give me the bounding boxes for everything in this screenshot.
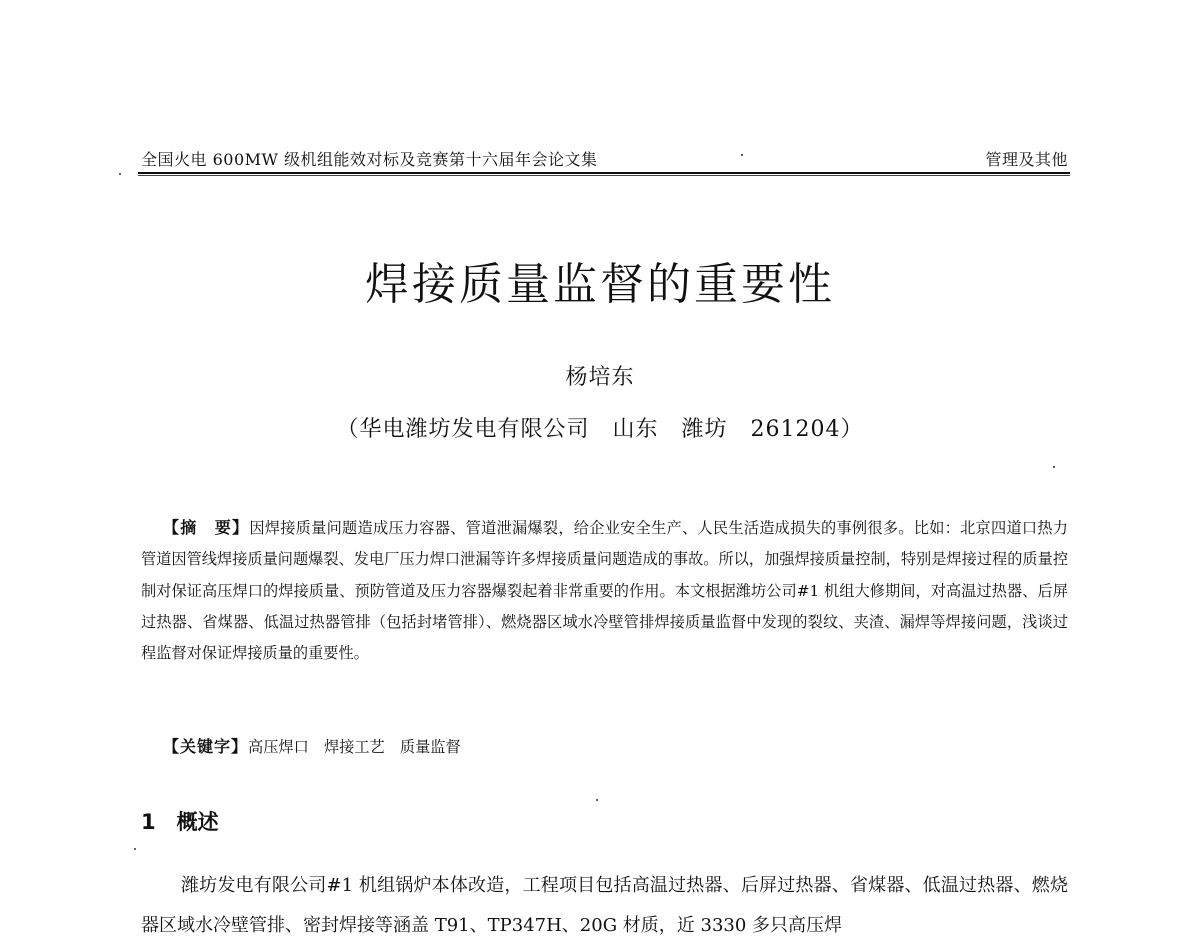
body-paragraph: [141, 866, 1068, 946]
running-header-collection: 全国火电 600MW 级机组能效对标及竞赛第十六届年会论文集: [141, 150, 598, 169]
paper-title: 焊接质量监督的重要性: [365, 259, 835, 310]
abstract-text: 因焊接质量问题造成压力容器、管道泄漏爆裂，给企业安全生产、人民生活造成损失的事例很多。比如：北京四道口热力管道因管线焊接质量问题爆裂、发电厂压力焊口泄漏等许多焊接质量问题造成的事故。所以，加强焊接质量控制，特别是焊接过程的质量控制对保证高压焊口的焊接质量、预防管道及压力容器爆裂起着非常重要的作用。本文根据潍坊公司#1 机组大修期间，对高温过热器、后屏过热器、省煤器、低温过热器管排（包括封堵管排）、燃烧器区域水冷壁管排焊接质量监督中发现的裂纹、夹渣、漏焊等焊接问题，浅谈过程监督对保证焊接质量的重要性。: [141, 519, 1068, 663]
scan-speck: [596, 799, 598, 801]
author-affiliation: （华电潍坊发电有限公司 山东 潍坊 261204）: [336, 417, 864, 442]
section-number: 1: [141, 810, 156, 834]
running-header-section: 管理及其他: [985, 150, 1068, 169]
running-header: [141, 142, 1068, 170]
author-name: 杨培东: [565, 365, 635, 390]
section-heading: [141, 806, 219, 836]
header-rule: [138, 172, 1070, 174]
keywords-text: 高压焊口 焊接工艺 质量监督: [248, 738, 461, 756]
abstract-label: 【摘 要】: [163, 518, 250, 537]
keywords-label: 【关键字】: [163, 737, 249, 756]
scan-speck: [1053, 466, 1055, 468]
scan-speck: [134, 848, 136, 850]
scan-speck: [741, 154, 743, 156]
abstract: [141, 512, 1068, 669]
body-paragraph-text: 潍坊发电有限公司#1 机组锅炉本体改造，工程项目包括高温过热器、后屏过热器、省煤器、低温过热器、燃烧器区域水冷壁管排、密封焊接等涵盖 T91、TP347H、20G 材质，近 3330 多只高压焊: [141, 875, 1068, 936]
keywords: [163, 734, 1068, 757]
header-rule-thin: [138, 175, 1070, 176]
section-title: 概述: [176, 810, 219, 834]
scan-speck: [119, 173, 121, 175]
